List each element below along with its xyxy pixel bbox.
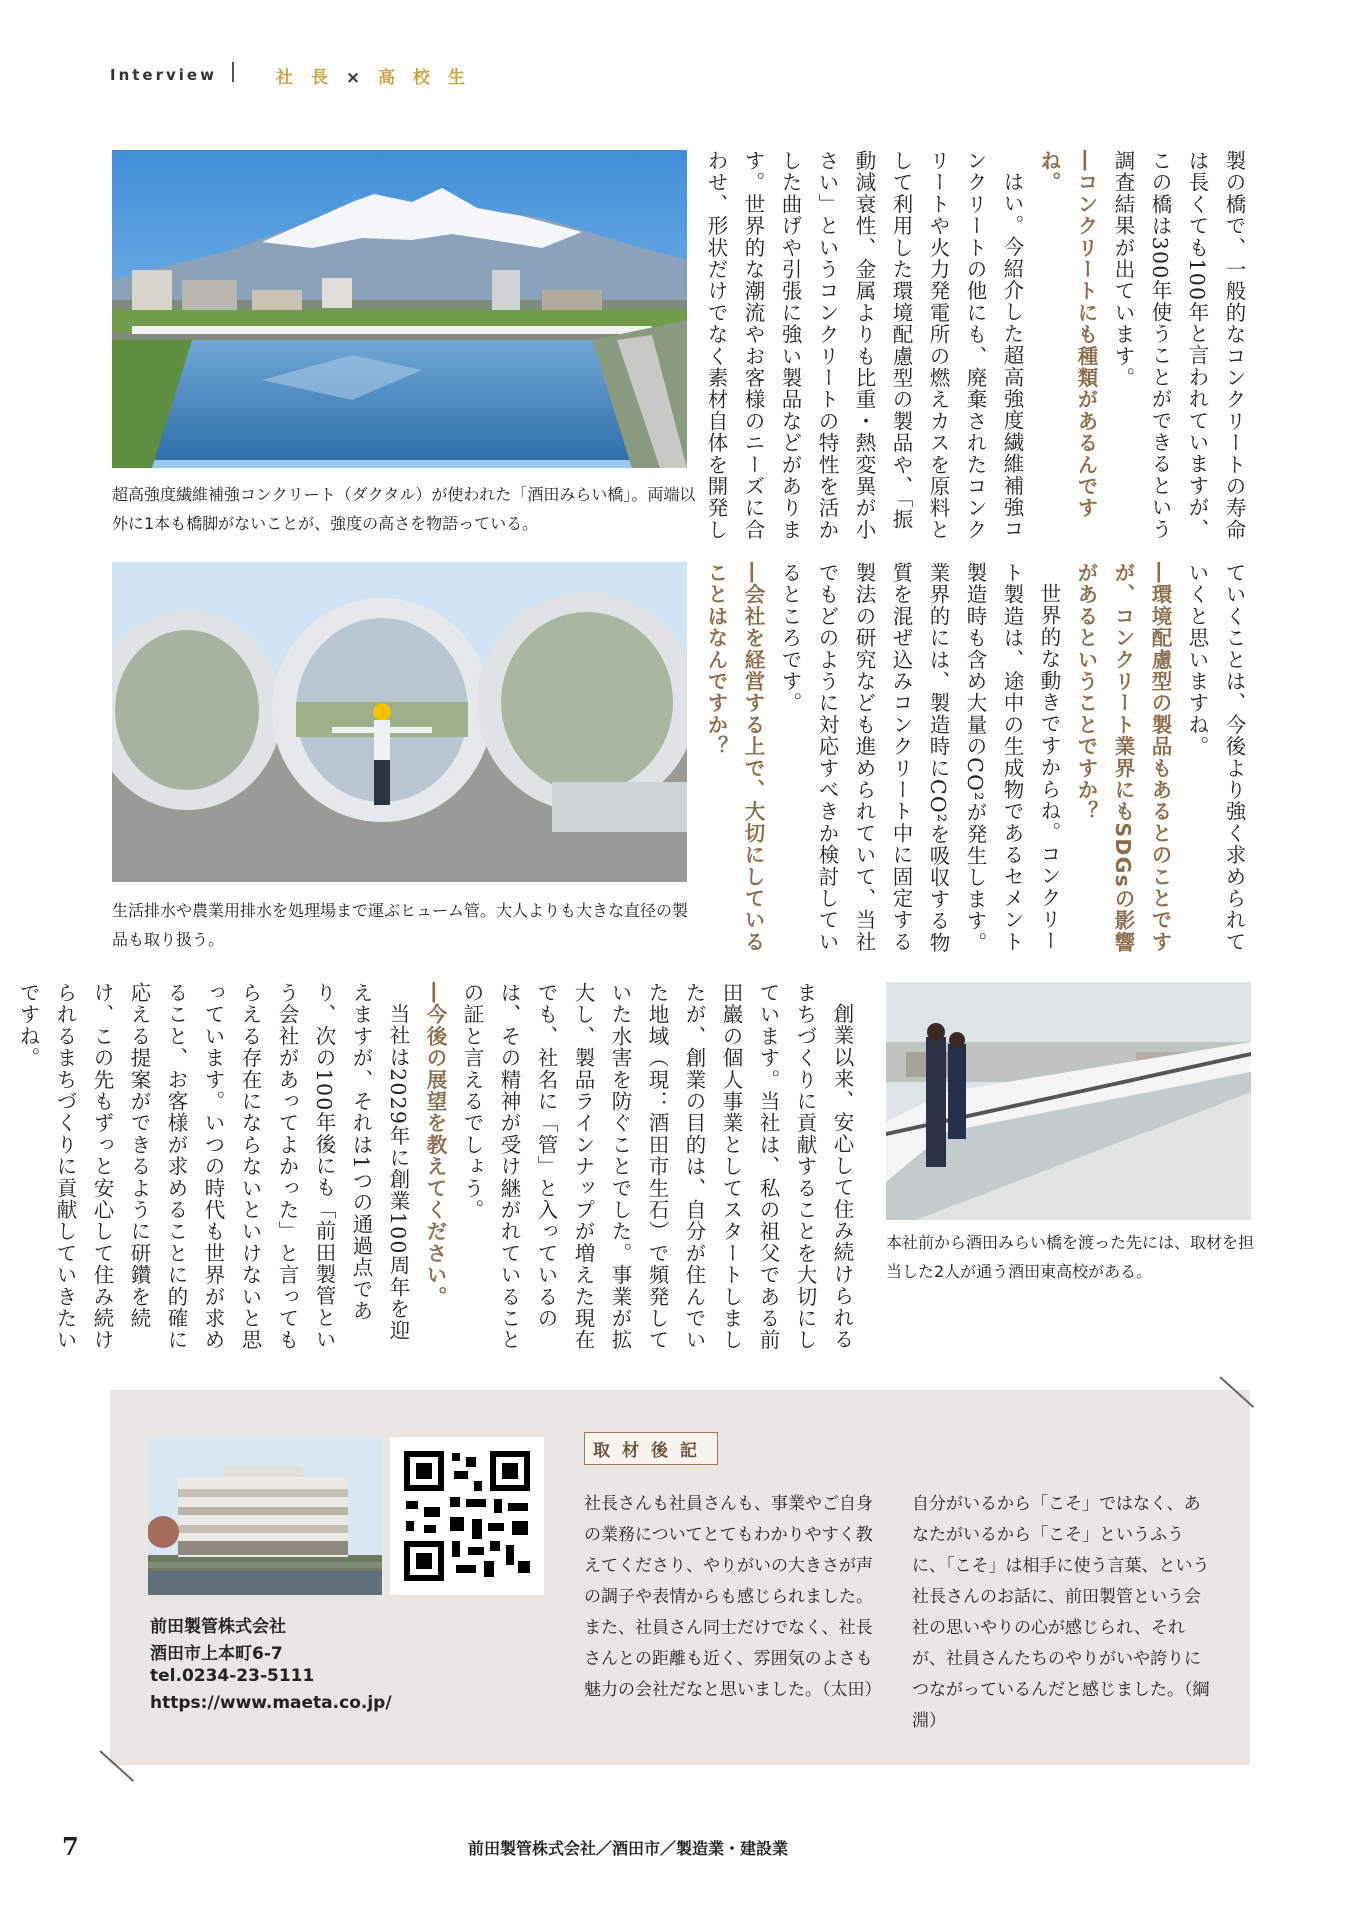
article-paragraph: ていくことは、今後より強く求められていくと思いますね。	[1185, 562, 1246, 953]
bridge-photo	[112, 150, 687, 468]
interview-question: ―今後の展望を教えてください。	[423, 982, 447, 1308]
article-paragraph: 製の橋で、一般的なコンクリートの寿命は長くても100年と言われていますが、この橋は300年使うことができるという調査結果が出ています。	[1111, 150, 1246, 541]
company-address: 酒田市上本町6-7	[150, 1644, 283, 1664]
section-label: Interview	[110, 66, 217, 84]
page-number: 7	[62, 1832, 79, 1861]
afterword-title: 取材後記	[584, 1432, 718, 1465]
header-keywords	[276, 63, 471, 88]
keyword-president: 社 長	[276, 68, 334, 88]
walk-photo	[886, 982, 1251, 1220]
article-paragraph: 創業以来、安心して住み続けられるまちづくりに貢献することを大切にしています。当社は、私の祖父である前田巖の個人事業としてスタートしましたが、創業の目的は、自分が住んでいた地域（現：酒田市生石）で頻発していた水害を防ぐことでした。事業が拡大し、製品ラインナップが増えた現在でも、社名に「管」と入っているのは、その精神が受け継がれていることの証と言えるでしょう。	[460, 982, 854, 1351]
keyword-students: 高 校 生	[378, 68, 471, 88]
bridge-caption: 超高強度繊維補強コンクリート（ダクタル）が使われた「酒田みらい橋」。両端以外に1本も橋脚がないことが、強度の高さを物語っている。	[112, 485, 696, 533]
afterword-column-2: 自分がいるから「こそ」ではなく、あなたがいるから「こそ」というふうに、「こそ」は相手に使う言葉、という社長さんのお話に、前田製管という会社の思いやりの心が感じられ、それが、社員さんたちのやりがいや誇りにつながっているんだと感じました。（綱淵）	[912, 1494, 1210, 1731]
article-block-3	[16, 982, 860, 1362]
article-paragraph: 世界的な動きですからね。コンクリート製造は、途中の生成物であるセメント製造時も含め大量のCO²が発生します。業界的には、製造時にCO²を吸収する物質を混ぜ込みコンクリート中に固定する製法の研究なども進められていて、当社でもどのように対応すべきか検討しているところです。	[778, 562, 1061, 954]
interview-question: ―会社を経営する上で、大切にしていることはなんですか？	[704, 562, 765, 953]
headquarters-photo	[148, 1437, 382, 1595]
article-block-1	[704, 150, 1252, 542]
cross-mark: ×	[345, 68, 367, 88]
qr-code[interactable]	[390, 1437, 544, 1595]
article-paragraph: はい。今紹介した超高強度繊維補強コンクリートの他にも、廃棄されたコンクリートや火力発電所の燃えカスを原料として利用した環境配慮型の製品や、「振動減衰性、金属よりも比重・熱変異が小さい」というコンクリートの特性を活かした曲げや引張に強い製品などがあります。世界的な潮流やお客様のニーズに合わせ、形状だけでなく素材自体を開発し	[704, 150, 1024, 541]
pipes-caption: 生活排水や農業用排水を処理場まで運ぶヒューム管。大人よりも大きな直径の製品も取り扱う。	[112, 901, 689, 949]
company-name: 前田製管株式会社	[150, 1617, 286, 1637]
interview-question: ―環境配慮型の製品もあるとのことですが、コンクリート業界にもSDGsの影響があるということですか？	[1074, 562, 1172, 954]
pipes-photo	[112, 562, 687, 882]
article-paragraph: 当社は2029年に創業100周年を迎えますが、それは1つの通過点であり、次の100年後にも「前田製管という会社があってよかった」と言ってもらえる存在にならないといけないと思っています。いつの時代も世界が求めること、お客様が求めることに的確に応える提案ができるように研鑽を続け、この先もずっと安心して住み続けられるまちづくりに貢献していきたいですね。	[16, 982, 410, 1351]
company-tel: tel.0234-23-5111	[150, 1666, 315, 1686]
company-url[interactable]: https://www.maeta.co.jp/	[150, 1693, 392, 1713]
article-block-2	[704, 562, 1252, 954]
footer-info: 前田製管株式会社／酒田市／製造業・建設業	[468, 1839, 789, 1858]
header-divider	[232, 62, 234, 82]
afterword-column-1: 社長さんも社員さんも、事業やご自身の業務についてとてもわかりやすく教えてくださり、やりがいの大きさが声の調子や表情からも感じられました。また、社員さん同士だけでなく、社長さんとの距離も近く、雰囲気のよさも魅力の会社だなと思いました。（太田）	[584, 1494, 882, 1700]
interview-question: ―コンクリートにも種類があるんですね。	[1037, 150, 1098, 519]
walk-caption: 本社前から酒田みらい橋を渡った先には、取材を担当した2人が通う酒田東高校がある。	[886, 1233, 1255, 1281]
